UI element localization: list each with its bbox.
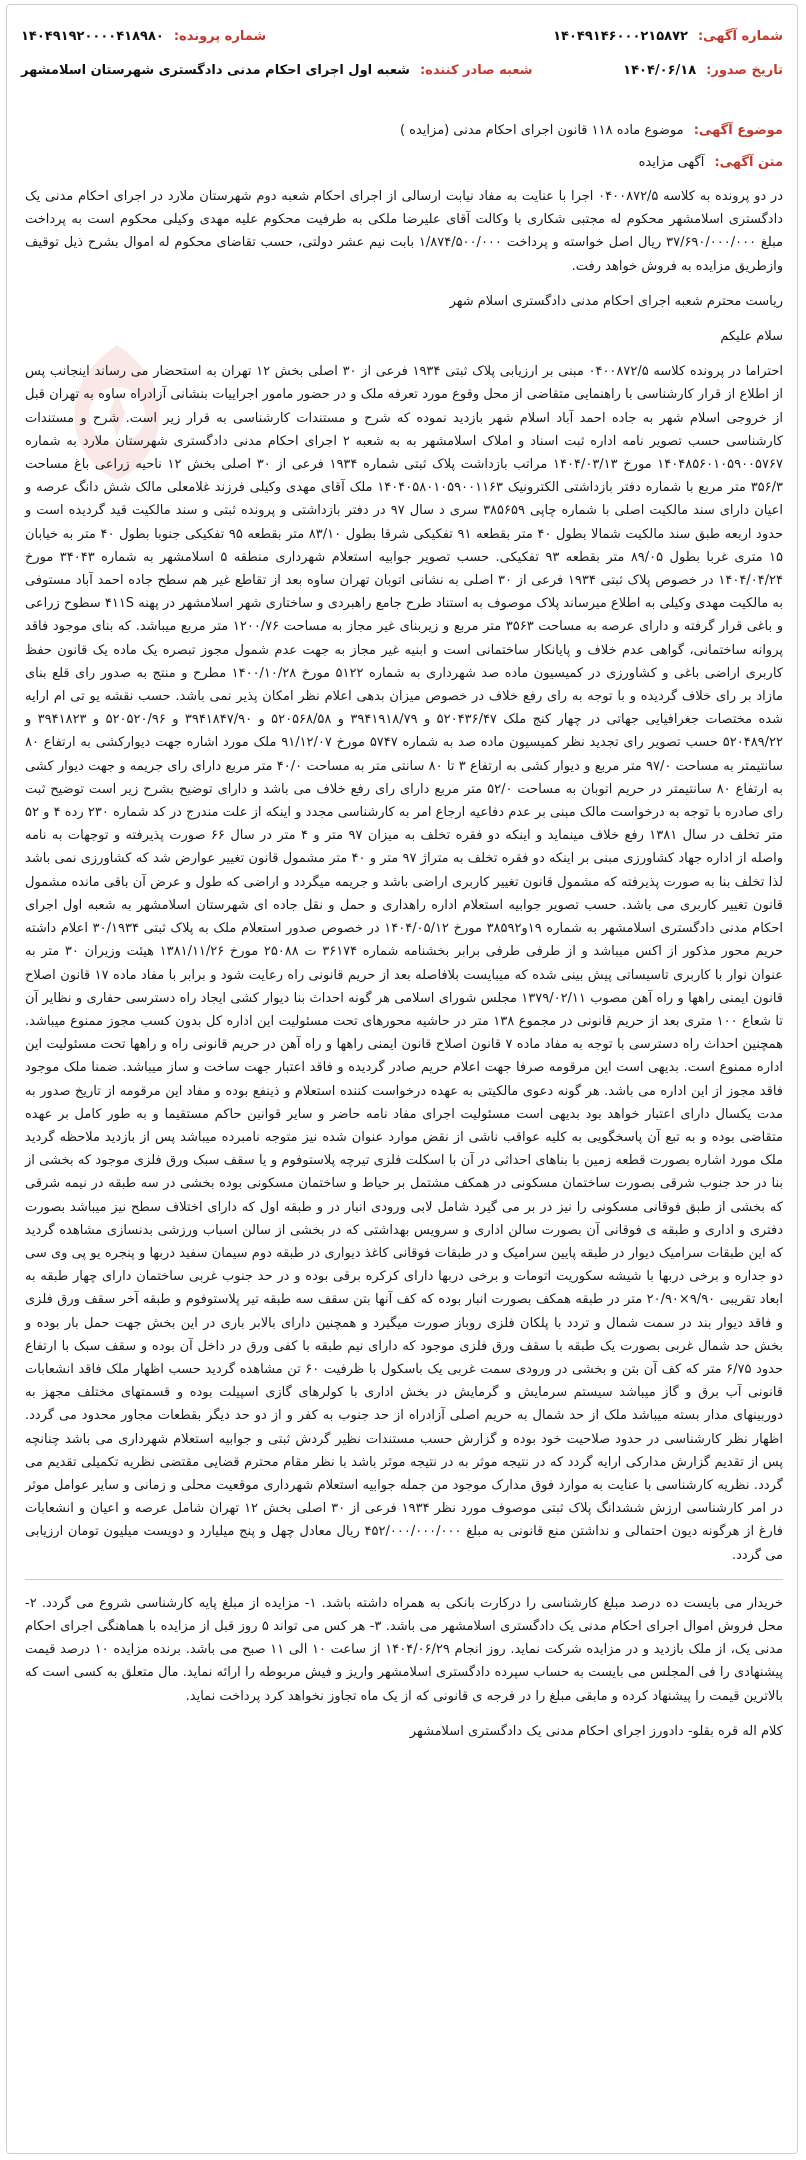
- issue-date-label: تاریخ صدور:: [706, 62, 783, 78]
- notice-body: [25, 185, 783, 1755]
- issue-date-value: ۱۴۰۴/۰۶/۱۸: [623, 62, 697, 78]
- notice-meta: [21, 19, 783, 87]
- ad-number-value: ۱۴۰۴۹۱۴۶۰۰۰۲۱۵۸۷۲: [553, 28, 688, 44]
- subject-value: موضوع ماده ۱۱۸ قانون اجرای احکام مدنی (مزایده ): [399, 123, 684, 138]
- notice-page: [6, 4, 798, 2154]
- notice-text-heading: [639, 155, 783, 170]
- meta-row-date-issuer: [21, 53, 783, 87]
- signature-line: کلام اله قره بقلو- دادورز اجرای احکام مدنی یک دادگستری اسلامشهر: [409, 1723, 783, 1739]
- notice-subject: [400, 123, 783, 138]
- subject-label: موضوع آگهی:: [693, 123, 783, 138]
- expert-report-paragraph: احتراما در پرونده کلاسه ۰۴۰۰۸۷۲/۵ مبنی بر ارزیابی پلاک ثبتی ۱۹۳۴ فرعی از ۳۰ اصلی بخش ۱۲ تهران به استحضار می رساند اینجانب پس از اطلاع از قرار کارشناسی با راهنمایی متقاضی از محل وقوع مورد تعرفه ملک و در حضور مامور اجراییات بنشانی آزادراه ساوه به تهران قبل از خروجی اسلام شهر به جاده احمد آباد اسلام شهر بازدید نموده که شرح و مستندات کارشناسی به قرار زیر است. شرح و مستندات کارشناسی حسب تصویر نامه اداره ثبت اسناد و املاک اسلامشهر به به شعبه ۲ اجرای احکام مدنی دادگستری شهرستان ملارد به شماره ۱۴۰۴۸۵۶۰۱۰۵۹۰۰۵۷۶۷ مورخ ۱۴۰۴/۰۳/۱۳ مراتب بازداشت پلاک ثبتی شماره ۱۹۳۴ فرعی از ۳۰ اصلی بخش ۱۲ ناحیه زراعی باغ مساحت ۳۵۶/۳ متر مربع با شماره دفتر بازداشتی الکترونیک ۱۴۰۴۰۵۸۰۱۰۵۹۰۰۱۱۶۳ ملک آقای مهدی وکیلی فرزند غلامعلی مالک شش دانگ عرصه و اعیان دارای سند مالکیت اصلی با شماره چاپی ۳۸۵۶۵۹ سری د سال ۹۷ در دفتر بازداشتی و پرونده ثبتی و سند مالکیت قید گردیده است و حدود اربعه طبق سند مالکیت شمالا بطول ۴۰ متر بقطعه ۹۱ تفکیکی شرقا بطول ۸۳/۱۰ متر بقطعه ۹۵ تفکیکی جنوبا بطول ۴۰ متر به خیابان ۱۵ متری غربا بطول ۸۹/۰۵ متر بقطعه ۹۳ تفکیکی. حسب تصویر جوابیه استعلام شهرداری منطقه ۵ اسلامشهر به شماره ۳۴۰۴۳ مورخ ۱۴۰۴/۰۴/۲۴ در خصوص پلاک ثبتی ۱۹۳۴ فرعی از ۳۰ اصلی به نشانی اتوبان تهران ساوه بعد از تقاطع غیر هم سطح جاده احمد آباد مستوفی به مالکیت مهدی وکیلی به اطلاع میرساند پلاک موصوف به استناد طرح جامع راهبردی و ساختاری شهر اسلامشهر در پهنه ۴۱۱S سطوح زراعی و باغی قرار گرفته و دارای عرصه به مساحت ۳۵۶۳ متر مربع و زیربنای غیر مجاز به مساحت ۱۲۰۰/۷۶ متر مربع میباشد. که بنای موجود فاقد پروانه ساختمانی، گواهی عدم خلاف و پایانکار ساختمانی است و ابنیه غیر مجاز به جهت عدم شمول مجوز تبصره یک ماده یک قانون حفظ کاربری اراضی باغی و کشاورزی در کمیسیون ماده صد شهرداری به شماره ۵۱۲۲ مورخ ۱۴۰۰/۱۰/۲۸ مطرح و منتج به صدور رای قلع بنای مازاد بر رای خلاف گردیده و با توجه به رای رفع خلاف در خصوص میزان بدهی اعلام نظر امکان پذیر نمی باشد. حسب نقشه یو تی ام ارایه شده مختصات جغرافیایی جهاتی در چهار کنج ملک ۵۲۰۴۳۶/۴۷ و ۳۹۴۱۹۱۸/۷۹ و ۵۲۰۵۶۸/۵۸ و ۳۹۴۱۸۴۷/۹۰ و ۵۲۰۵۲۰/۹۶ و ۳۹۴۱۸۲۳ و ۵۲۰۴۸۹/۲۲ حسب تصویر رای تجدید نظر کمیسیون ماده صد به شماره ۵۷۴۷ مورخ ۹۱/۱۲/۰۷ ملک مورد اشاره جهت دیوارکشی به ارتفاع ۸۰ سانتیمتر به مساحت ۹۷/۰ متر مربع و دیوار کشی به ارتفاع ۳ تا ۸۰ سانتی متر به مساحت ۴۰/۰ متر مربع دارای رای جریمه و جهت دیوار کشی به ارتفاع ۸۰ سانتیمتر در حریم اتوبان به مساحت ۵۲/۰ متر مربع دارای رای رفع خلاف می باشد و دارای توضیح بشرح زیر است توضیح ثبت رای صادره با توجه به درخواست مالک مبنی بر عدم دفاعیه ارجاع امر به کارشناسی مجدد و اینکه از علت مندرج در کد شماره ۲۳۰ رده ۴ و ۵۲ متر تخلف در سال ۱۳۸۱ رفع خلاف مینماید و اینکه دو فقره تخلف به میزان ۹۷ متر و ۴ متر در سال ۶۶ صورت پذیرفته و توجهات به نامه واصله از اداره جهاد کشاورزی مبنی بر اینکه دو فقره تخلف به متراژ ۹۷ متر و ۴۰ متر مشمول قانون تغییر عوارض شد که کشاورزی نمی باشد لذا تخلف بنا به صورت پذیرفته که مشمول قانون تغییر کاربری اراضی باشد و جریمه میگردد و اراضی که طول و عرض آن باقی مانده مشمول قانون تغییر کاربری می باشد. حسب تصویر جوابیه استعلام اداره راهداری و حمل و نقل جاده ای شهرستان اسلامشهر به شعبه اول اجرای احکام مدنی دادگستری اسلامشهر به شماره ۱۹و۳۸۵۹۲ مورخ ۱۴۰۴/۰۵/۱۲ در خصوص صدور استعلام ملک به پلاک ثبتی ۳۰/۱۹۳۴ اعلام داشته حریم محور مذکور از اکس میباشد و از طرفی طرفی برابر بخشنامه شماره ۳۶۱۷۴ ت ۲۵۰۸۸ مورخ ۱۳۸۱/۱۱/۲۶ هیئت وزیران ۳۰ متر به عنوان نوار با کاربری تاسیساتی پیش بینی شده که میبایست بلافاصله بعد از حریم قانونی راه رعایت شود و برابر با مفاد ماده ۱۷ قانون اصلاح قانون ایمنی راهها و راه آهن مصوب ۱۳۷۹/۰۲/۱۱ مجلس شورای اسلامی هر گونه احداث بنا دیوار کشی ایجاد راه دسترسی حفاری و نظایر آن تا شعاع ۱۰۰ متری بعد از حریم قانونی در مجموع ۱۳۸ متر در حاشیه محورهای تحت مسئولیت این اداره کل بدون کسب مجوز ممنوع میباشد. همچنین احداث راه دسترسی با توجه به مفاد ماده ۷ قانون اصلاح قانون ایمنی راهها و راه آهن در حریم قانونی راه و راهها تحت مسئولیت این اداره ممنوع است. بدیهی است این مرقومه صرفا جهت اعلام حریم صادر گردیده و فاقد اعتبار جهت ساخت و ساز میباشد. ضمنا ملک موجود فاقد مجوز از این اداره می باشد. هر گونه دعوی مالکیتی به عهده درخواست کننده استعلام و ذینفع بوده و مفاد این مرقومه از تاریخ صدور به مدت یکسال دارای اعتبار خواهد بود بدیهی است مسئولیت اجرای مفاد نامه حاضر و سایر قوانین حاکم مستقیما و به طور کامل بر عهده متقاضی بوده و به تبع آن پاسخگویی به کلیه عواقب ناشی از نقض موارد عنوان شده نیز متوجه نامبرده میباشد پس از بازدید ملاحظه گردید ملک مورد اشاره بصورت قطعه زمین با بناهای احداثی در آن با اسکلت فلزی تیرچه پلاستوفوم و یا سقف سبک ورق فلزی موجود که بخشی از بنا در حد جنوب شرقی بصورت ساختمان مسکونی در همکف مشتمل بر حیاط و ساختمان مسکونی بوده بخشی در سه طبقه در نیمه شرقی که بخشی از طبق فوقانی مسکونی را نیز در بر می گیرد شامل لابی ورودی انبار در و طبقه اول که دارای اختلاف سطح نیز میباشد بصورت دفتری و اداری و طبقه ی فوقانی آن بصورت سالن اداری و سرویس بهداشتی که در بخشی از سالن اسباب ورزشی بدنسازی مشاهده گردید که این طبقات سرامیک دیوار در طبقه پایین سرامیک و در طبقات فوقانی کاغذ دیواری در طبقه دوم سیمان سفید دربها و پنجره یو پی وی سی دو جداره و برخی دربها با شیشه سکوریت اتومات و برخی دربها دارای کرکره برقی بوده و در حد جنوب غربی ساختمان دارای چهار طبقه به ابعاد تقریبی ۹/۹۰×۲۰/۹۰ متر در طبقه همکف بصورت انبار بوده که کف آنها بتن سقف سه طبقه تیر پلاستوفوم و طبقه آخر سقف ورق فلزی و فاقد دیوار بند در سمت شمال و تردد با پلکان فلزی روباز صورت میگیرد و همچنین دارای بالابر باری در این بخش جهت حمل بار بوده و بخش حد شمال غربی بصورت یک طبقه با سقف ورق فلزی موجود که دارای نیم طبقه با کفی ورق در داخل آن بوده و سقف سبک با ارتفاع حدود ۶/۷۵ متر که کف آن بتن و بخشی در ورودی سمت غربی یک باسکول با ظرفیت ۶۰ تن مشاهده گردید حسب اظهار ملک فاقد انشعابات قانونی آب برق و گاز میباشد سیستم سرمایش و گرمایش در بخش اداری با کولرهای گازی اسپیلت بوده و قسمتهای مختلف مجهز به دوربینهای مدار بسته میباشد ملک از حد شمال به حریم اصلی آزادراه از حد جنوب به کفر و از دو حد دیگر بقطعات مجاور محدود می گردد. اظهار نظر کارشناسی در حدود صلاحیت خود بوده و گزارش حسب مستندات نظیر گردش ثبتی و جوابیه استعلام شهرداری می باشد چنانچه پس از تقدیم گزارش مدارکی ارایه گردد که در نتیجه موثر به در نتیجه موثر باشد با نظر مقام محترم قضایی مقتضی نظریه تکمیلی تقدیم می گردد. نظریه کارشناسی با عنایت به موارد فوق مدارک موجود من جمله جوابیه استعلام شهرداری موقعیت محلی و زمانی و سایر عوامل موثر در امر کارشناسی ارزش ششدانگ پلاک ثبتی موصوف مورد نظر ۱۹۳۴ فرعی از ۳۰ اصلی بخش ۱۲ تهران شامل عرصه و اعیان و انشعابات فارغ از هرگونه دیون احتمالی و نداشتن منع قانونی به مبلغ ۴۵۲/۰۰۰/۰۰۰/۰۰۰ ریال معادل چهل و پنج میلیارد و دویست میلیون تومان ارزیابی می گردد.: [25, 364, 784, 1563]
- case-number-label: شماره پرونده:: [173, 28, 267, 44]
- meta-row-numbers: [21, 19, 783, 53]
- issuer-label: شعبه صادر کننده:: [419, 62, 533, 78]
- auction-terms-paragraph: خریدار می بایست ده درصد مبلغ کارشناسی را درکارت بانکی به همراه داشته باشد. ۱- مزایده از مبلغ پایه کارشناسی شروع می گردد. ۲- محل فروش اموال اجرای احکام مدنی یک دادگستری اسلامشهر می باشد. ۳- هر کس می تواند ۵ روز قبل از مزایده با هماهنگی اجرای احکام مدنی یک، از ملک بازدید و در مزایده شرکت نماید. روز انجام ۱۴۰۴/۰۶/۲۹ از ساعت ۱۰ الی ۱۱ صبح می باشد. برنده مزایده ۱۰ درصد قیمت پیشنهادی را فی المجلس می بایست به حساب سپرده دادگستری اسلامشهر واریز و فیش مربوطه را ارائه نماید. مال متعلق به کسی است که بالاترین قیمت را پیشنهاد کرده و مابقی مبلغ را در فرجه ی قانونی که از یک ماه تجاوز نخواهد کرد پرداخت نماید.: [25, 1595, 784, 1704]
- text-heading-value: آگهی مزایده: [638, 155, 705, 170]
- case-number-value: ۱۴۰۴۹۱۹۲۰۰۰۰۴۱۸۹۸۰: [21, 28, 164, 44]
- text-heading-label: متن آگهی:: [714, 155, 783, 170]
- issuer: [21, 63, 532, 78]
- ad-number: [553, 29, 783, 44]
- intro-paragraph: در دو پرونده به کلاسه ۰۴۰۰۸۷۲/۵ اجرا با عنایت به مفاد نیابت ارسالی از اجرای احکام شعبه دوم شهرستان ملارد در اجرای احکام مدنی یک دادگستری اسلامشهر محکوم له مجتبی شکاری با وکالت آقای علیرضا ملکی به طرفیت محکوم علیه مهدی وکیلی محکوم است به پرداخت مبلغ ۳۷/۶۹۰/۰۰۰/۰۰۰ ریال اصل خواسته و پرداخت ۱/۸۷۴/۵۰۰/۰۰۰ بابت نیم عشر دولتی، حسب تقاضای محکوم له اموال بشرح ذیل توقیف وازطریق مزایده به فروش خواهد رفت.: [25, 189, 784, 274]
- issue-date: [623, 63, 783, 78]
- ad-number-label: شماره آگهی:: [697, 28, 783, 44]
- greeting-line: سلام علیکم: [720, 329, 783, 345]
- case-number: [21, 29, 266, 44]
- divider: [25, 1579, 783, 1580]
- address-line: ریاست محترم شعبه اجرای احکام مدنی دادگستری اسلام شهر: [449, 293, 783, 309]
- issuer-value: شعبه اول اجرای احکام مدنی دادگستری شهرستان اسلامشهر: [21, 62, 410, 78]
